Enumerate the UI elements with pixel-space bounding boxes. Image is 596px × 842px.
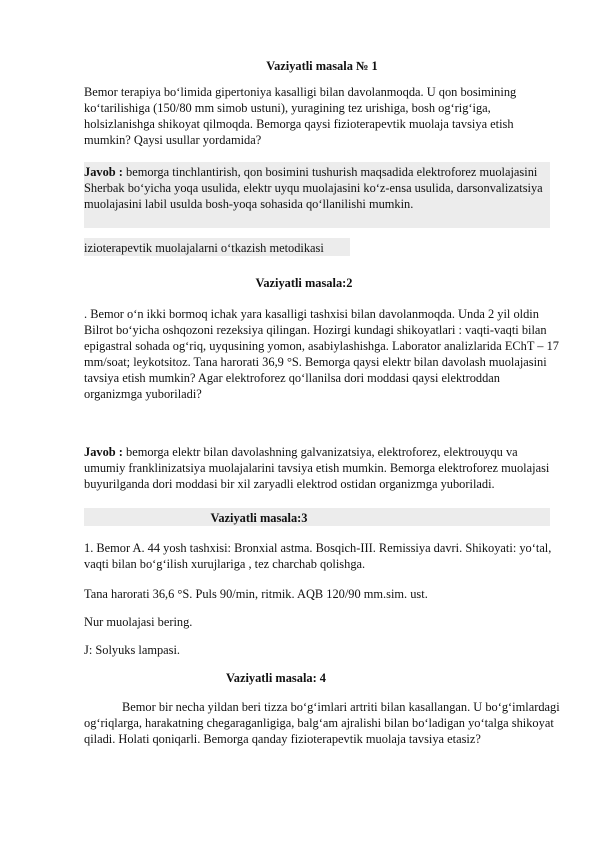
case4-title: Vaziyatli masala: 4	[225, 671, 327, 685]
case3-line2: Tana harorati 36,6 °S. Puls 90/min, ritmik. AQB 120/90 mm.sim. ust.	[84, 587, 428, 601]
case1-answer-label: Javob :	[84, 165, 123, 179]
case2-answer-text: bemorga elektr bilan davolashning galvanizatsiya, elektroforez, elektrouyqu va umumiy franklinizatsiya muolajalarini tavsiya etish mumkin. Bemorga elektroforez muolajasi buyurilganda dori moddasi bir xil zaryadli elektrod ostidan organizmga yuboriladi.	[84, 445, 550, 491]
case3-line1: 1. Bemor A. 44 yosh tashxisi: Bronxial astma. Bosqich-III. Remissiya davri. Shikoyati: yo‘tal, vaqti bilan bo‘g‘ilish xurujlariga , tez charchab qolishga.	[84, 541, 552, 571]
case2-answer-label: Javob :	[84, 445, 123, 459]
case2-title: Vaziyatli masala:2	[255, 276, 353, 290]
case1-answer-text: bemorga tinchlantirish, qon bosimini tushurish maqsadida elektroforez muolajasini Sherbak bo‘yicha yoqa usulida, elektr uyqu muolajasini ko‘z-ensa usulida, darsonvalizatsiya muolajasini labil usulda bosh-yoqa sohasida qo‘llanilishi mumkin.	[84, 165, 543, 211]
case3-line4: J: Solyuks lampasi.	[84, 643, 181, 657]
case1-title: Vaziyatli masala № 1	[266, 59, 378, 73]
case2-question: . Bemor o‘n ikki bormoq ichak yara kasalligi tashxisi bilan davolanmoqda. Unda 2 yil oldin Bilrot bo‘yicha oshqozoni rezeksiya qilingan. Hozirgi kundagi shikoyatlari : vaqti-vaqti bilan epigastral sohada og‘riq, uyqusining yomon, asabiylashishga. Laborator analizlarida EChT – 17 mm/soat; leykotsitoz. Tana harorati 36,9 °S. Bemorga qaysi elektr bilan davolash muolajasini tavsiya etish mumkin? Agar elektroforez qo‘llanilsa dori moddasi qaysi elektroddan organizmga yuboriladi?	[84, 307, 559, 401]
case1-footer: izioterapevtik muolajalarni o‘tkazish metodikasi	[84, 241, 324, 255]
case2-answer	[84, 444, 560, 492]
case1-answer	[84, 164, 560, 212]
case1-question: Bemor terapiya bo‘limida gipertoniya kasalligi bilan davolanmoqda. U qon bosimining ko‘tarilishiga (150/80 mm simob ustuni), yuragining tez urishiga, bosh og‘rig‘iga, holsizlanishga shikoyat qilmoqda. Bemorga qaysi fizioterapevtik muolaja tavsiya etish mumkin? Qaysi usullar yordamida?	[84, 85, 517, 147]
case4-question: Bemor bir necha yildan beri tizza bo‘g‘imlari artriti bilan kasallangan. U bo‘g‘imlardagi og‘riqlarga, harakatning chegaraganligiga, balg‘am ajralishi bilan bo‘ladigan yo‘talga shikoyat qiladi. Holati qoniqarli. Bemorga qanday fizioterapevtik muolaja tavsiya etasiz?	[84, 700, 560, 746]
case3-title: Vaziyatli masala:3	[210, 511, 308, 525]
case3-line3: Nur muolajasi bering.	[84, 615, 193, 629]
